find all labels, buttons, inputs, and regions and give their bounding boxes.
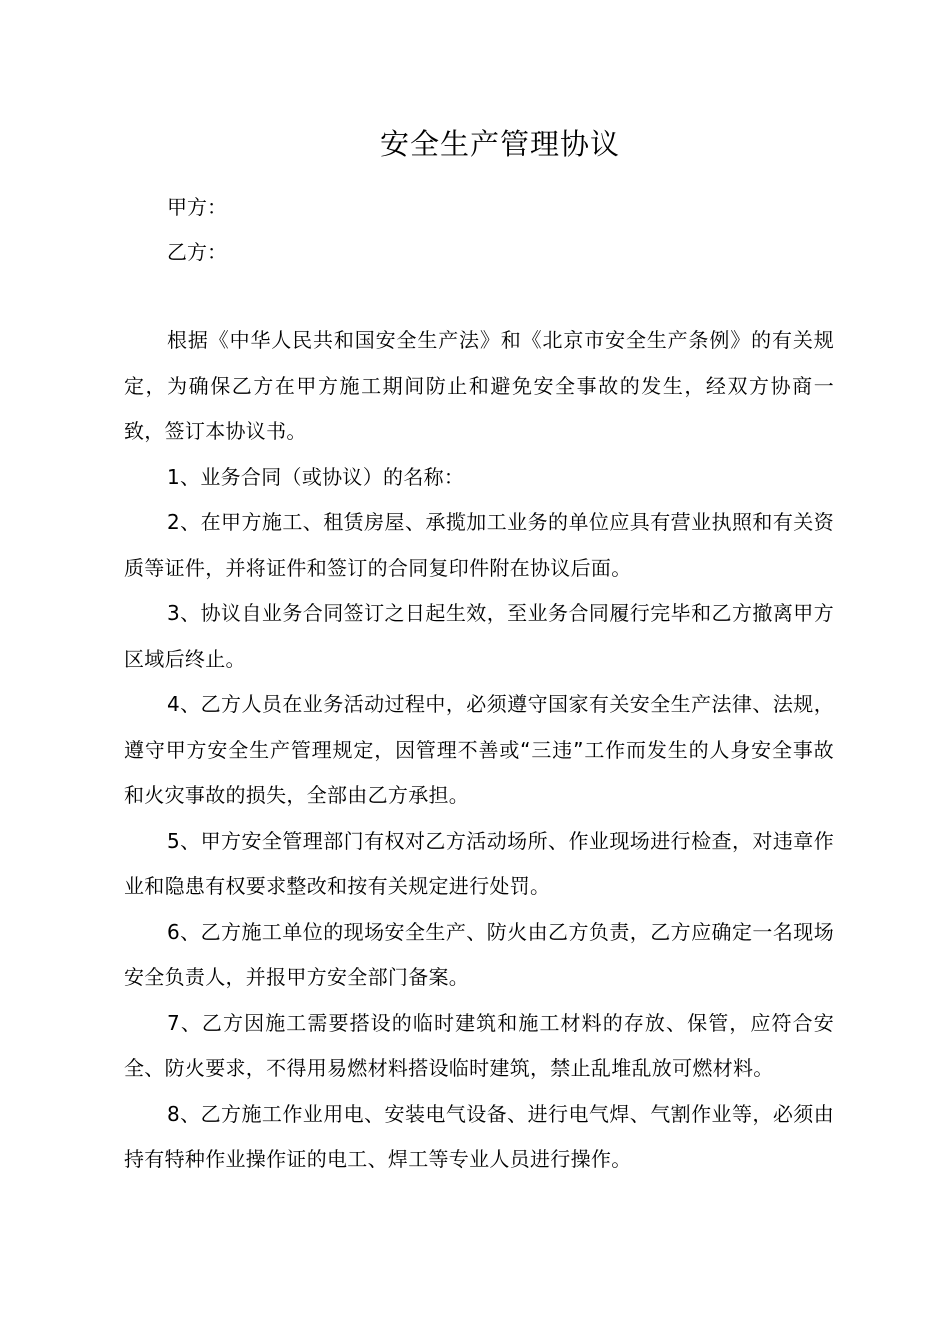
party-b-label: 乙方： bbox=[167, 240, 227, 264]
document-title: 安全生产管理协议 bbox=[379, 127, 620, 161]
clause-1: 1、业务合同（或协议）的名称： bbox=[167, 464, 465, 489]
clause-8: 8、乙方施工作业用电、安装电气设备、进行电气焊、气割作业等，必须由持有特种作业操作证的电工、焊工等专业人员进行操作。 bbox=[124, 1101, 834, 1171]
clause-2: 2、在甲方施工、租赁房屋、承揽加工业务的单位应具有营业执照和有关资质等证件，并将证件和签订的合同复印件附在协议后面。 bbox=[124, 510, 834, 580]
agreement-body bbox=[124, 318, 834, 1183]
clause-5: 5、甲方安全管理部门有权对乙方活动场所、作业现场进行检查，对违章作业和隐患有权要求整改和按有关规定进行处罚。 bbox=[124, 828, 834, 898]
clause-4: 4、乙方人员在业务活动过程中，必须遵守国家有关安全生产法律、法规，遵守甲方安全生产管理规定，因管理不善或“三违”工作而发生的人身安全事故和火灾事故的损失，全部由乙方承担。 bbox=[124, 692, 834, 807]
intro-paragraph: 根据《中华人民共和国安全生产法》和《北京市安全生产条例》的有关规定，为确保乙方在甲方施工期间防止和避免安全事故的发生，经双方协商一致，签订本协议书。 bbox=[124, 328, 834, 443]
clause-6: 6、乙方施工单位的现场安全生产、防火由乙方负责，乙方应确定一名现场安全负责人，并报甲方安全部门备案。 bbox=[124, 919, 834, 989]
party-a-label: 甲方： bbox=[167, 195, 227, 219]
clause-3: 3、协议自业务合同签订之日起生效，至业务合同履行完毕和乙方撤离甲方区域后终止。 bbox=[124, 601, 834, 671]
clause-7: 7、乙方因施工需要搭设的临时建筑和施工材料的存放、保管，应符合安全、防火要求，不得用易燃材料搭设临时建筑，禁止乱堆乱放可燃材料。 bbox=[124, 1010, 834, 1080]
